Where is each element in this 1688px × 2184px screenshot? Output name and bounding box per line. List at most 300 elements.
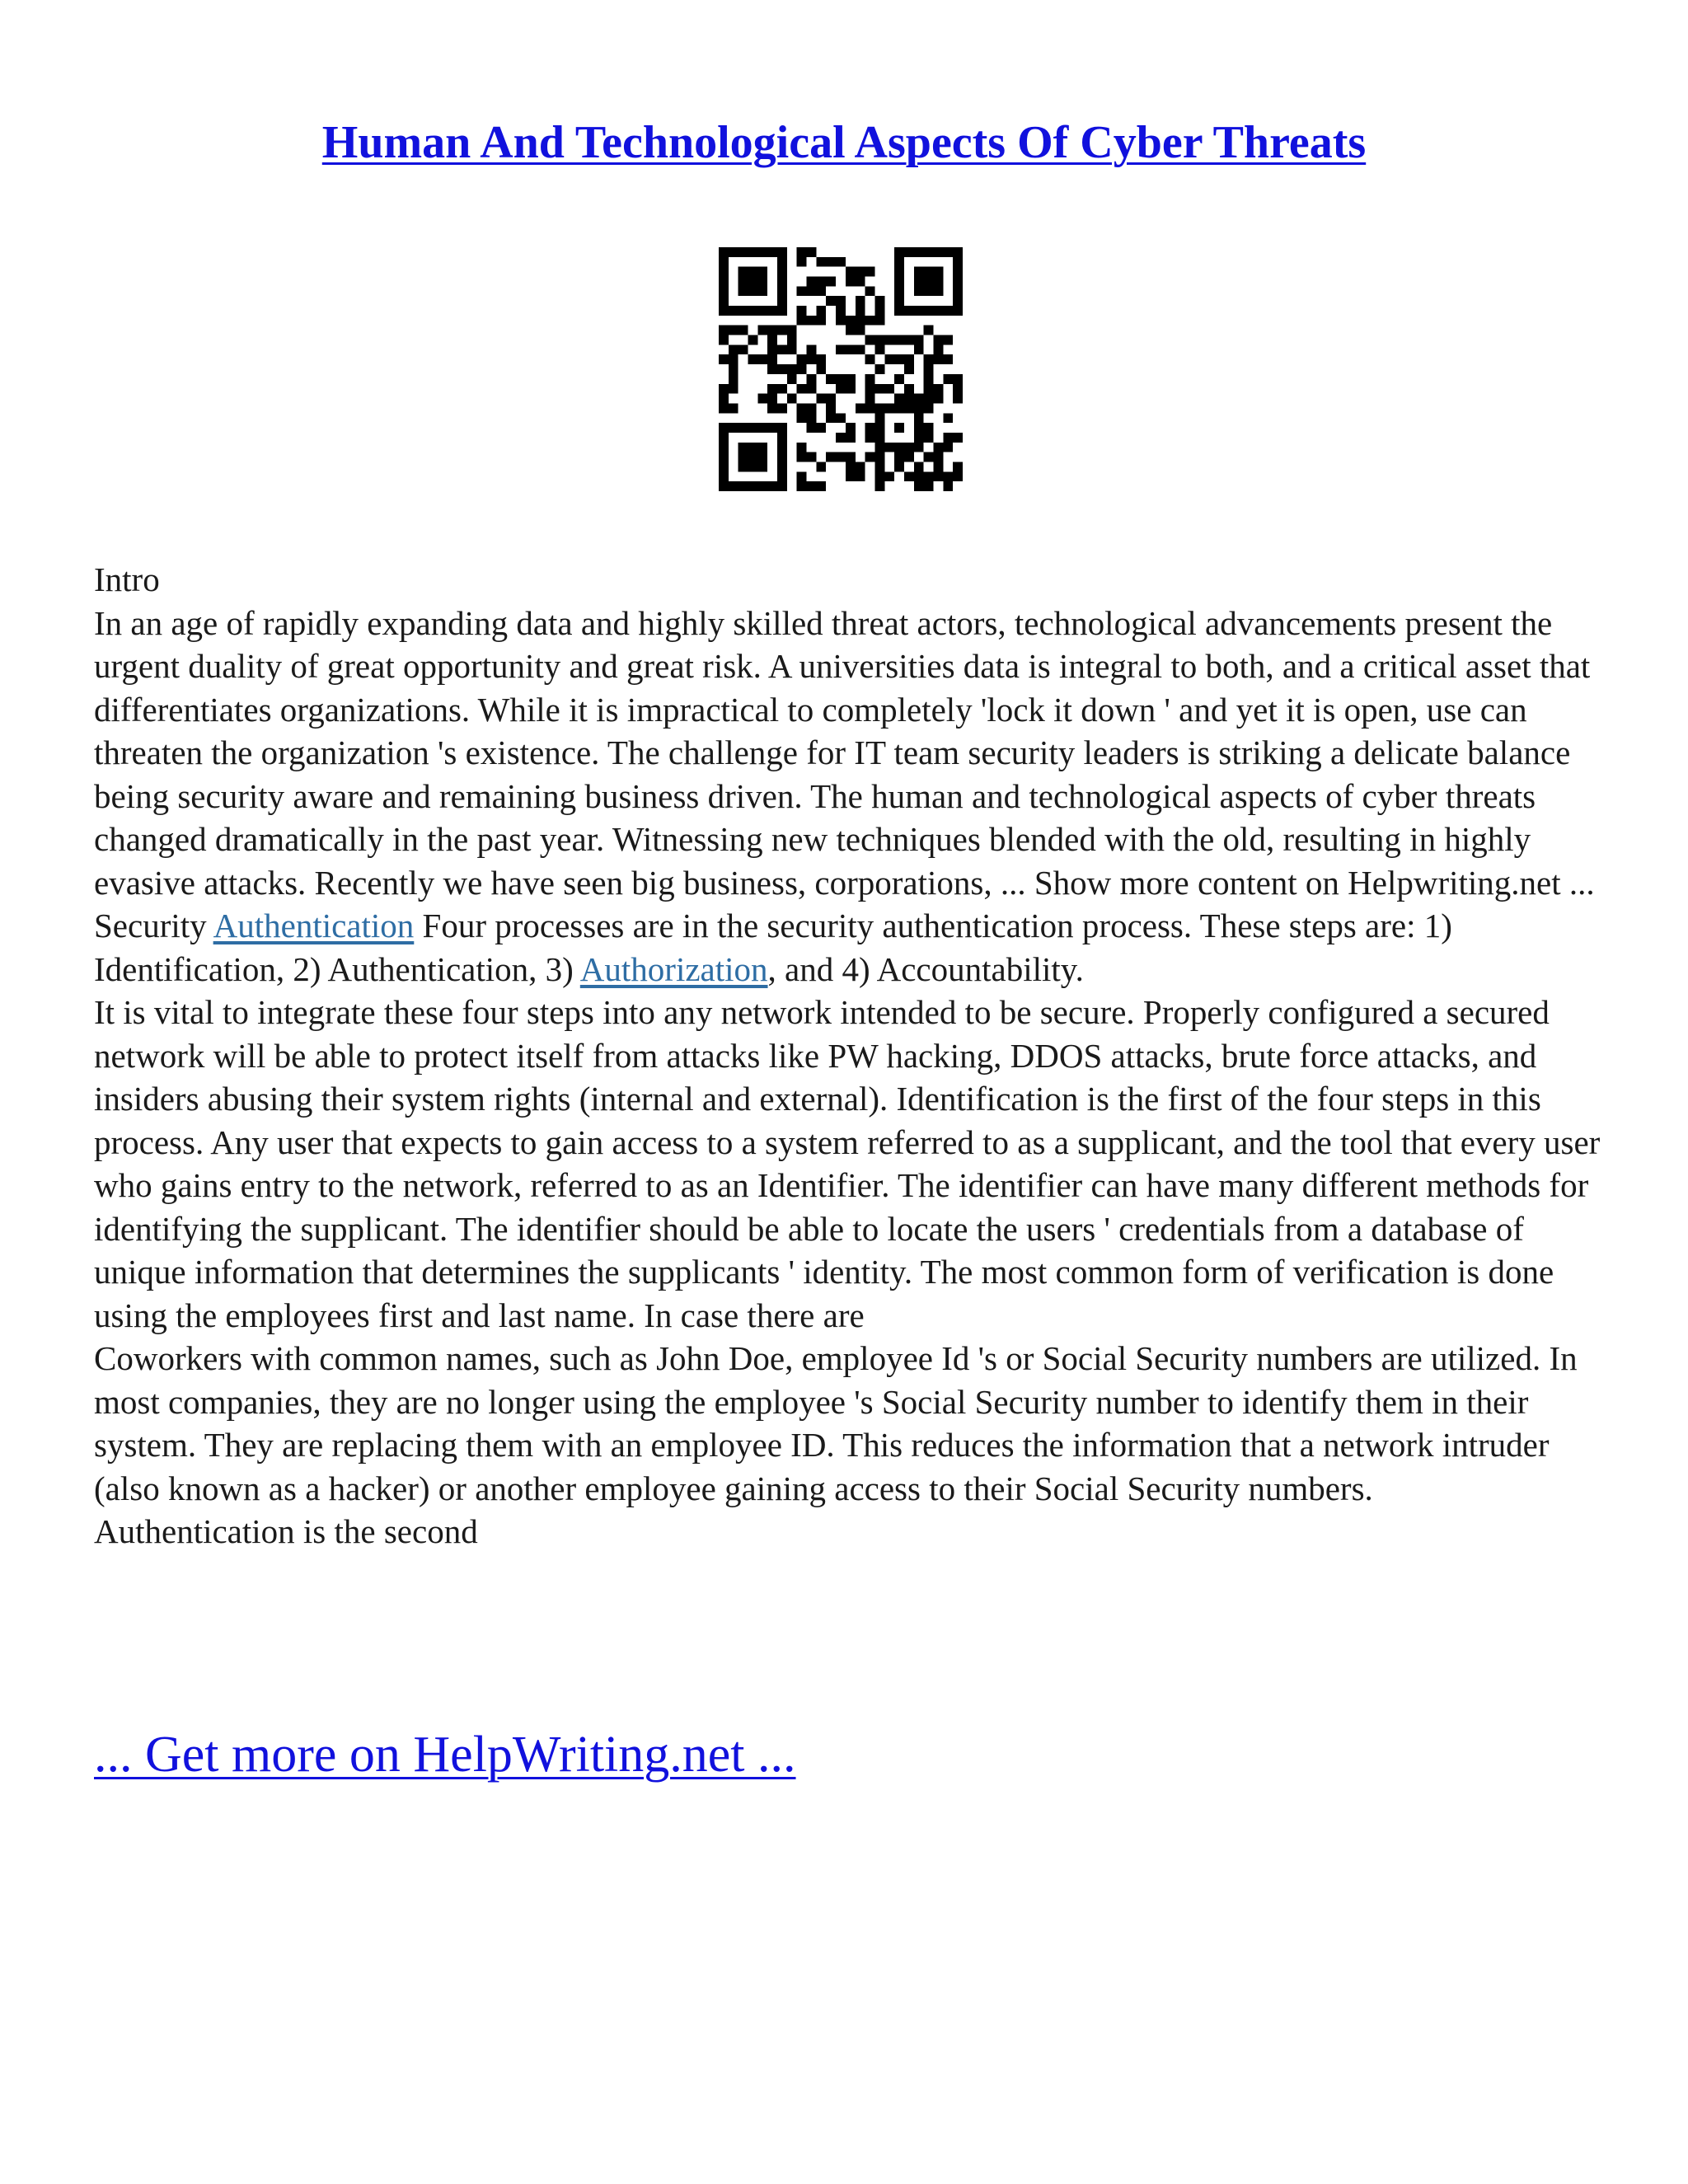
qr-module bbox=[777, 326, 787, 335]
qr-module bbox=[943, 247, 953, 257]
qr-module bbox=[757, 394, 767, 404]
qr-module bbox=[874, 316, 884, 326]
qr-module bbox=[943, 443, 953, 452]
qr-module bbox=[816, 481, 826, 491]
qr-module bbox=[953, 257, 963, 267]
qr-module bbox=[816, 316, 826, 326]
qr-module bbox=[933, 471, 943, 481]
qr-module bbox=[816, 277, 826, 287]
qr-code-icon bbox=[719, 247, 963, 491]
qr-module bbox=[846, 423, 856, 433]
qr-module bbox=[856, 296, 865, 306]
qr-module bbox=[826, 296, 836, 306]
qr-module bbox=[816, 257, 826, 267]
qr-module bbox=[738, 481, 748, 491]
qr-module bbox=[894, 443, 904, 452]
qr-module bbox=[933, 277, 943, 287]
qr-module bbox=[914, 462, 924, 471]
qr-module bbox=[933, 384, 943, 394]
qr-module bbox=[836, 296, 846, 306]
qr-module bbox=[924, 433, 934, 443]
qr-module bbox=[856, 344, 865, 354]
qr-module bbox=[797, 286, 807, 296]
qr-module bbox=[729, 344, 738, 354]
qr-module bbox=[904, 471, 914, 481]
qr-module bbox=[748, 443, 758, 452]
qr-module bbox=[719, 267, 729, 277]
qr-module bbox=[797, 403, 807, 413]
qr-module bbox=[719, 471, 729, 481]
qr-module bbox=[933, 335, 943, 345]
qr-module bbox=[719, 452, 729, 462]
qr-module bbox=[865, 354, 875, 364]
qr-module bbox=[826, 374, 836, 384]
qr-module bbox=[767, 326, 777, 335]
qr-module bbox=[826, 452, 836, 462]
paragraph-text: Security bbox=[94, 907, 213, 944]
qr-module bbox=[807, 316, 817, 326]
qr-module bbox=[914, 344, 924, 354]
qr-module bbox=[738, 462, 748, 471]
qr-module bbox=[719, 481, 729, 491]
qr-module bbox=[777, 423, 787, 433]
qr-module bbox=[738, 326, 748, 335]
qr-module bbox=[748, 267, 758, 277]
qr-module bbox=[777, 296, 787, 306]
qr-module bbox=[924, 326, 934, 335]
qr-module bbox=[777, 306, 787, 316]
qr-module bbox=[729, 306, 738, 316]
qr-module bbox=[729, 354, 738, 364]
qr-module bbox=[933, 394, 943, 404]
qr-module bbox=[914, 394, 924, 404]
qr-module bbox=[856, 316, 865, 326]
qr-module bbox=[777, 433, 787, 443]
qr-module bbox=[856, 471, 865, 481]
qr-module bbox=[816, 394, 826, 404]
qr-module bbox=[914, 443, 924, 452]
qr-module bbox=[757, 354, 767, 364]
qr-module bbox=[894, 257, 904, 267]
qr-module bbox=[933, 247, 943, 257]
qr-module bbox=[777, 277, 787, 287]
qr-module bbox=[777, 462, 787, 471]
intro-paragraph: In an age of rapidly expanding data and highly skilled threat actors, technological advancements present the urgent duality of great opportunity and great risk. A universities data is integral to both, and a critical asset that differentiates organizations. While it is impractical to completely 'lock it down ' and yet it is open, use can threaten the organization 's existence. The challenge for IT team security leaders is striking a delicate balance being security aware and remaining business driven. The human and technological aspects of cyber threats changed dramatically in the past year. Witnessing new techniques blended with the old, resulting in highly evasive attacks. Recently we have seen big business, corporations, ... Show more content on Helpwriting.net ... bbox=[94, 603, 1595, 902]
qr-module bbox=[719, 277, 729, 287]
qr-module bbox=[777, 403, 787, 413]
qr-module bbox=[767, 354, 777, 364]
qr-module bbox=[738, 286, 748, 296]
qr-module bbox=[874, 423, 884, 433]
qr-module bbox=[874, 296, 884, 306]
qr-module bbox=[943, 471, 953, 481]
qr-module bbox=[816, 306, 826, 316]
qr-module bbox=[826, 413, 836, 423]
qr-module bbox=[738, 277, 748, 287]
qr-module bbox=[884, 335, 894, 345]
qr-module bbox=[748, 306, 758, 316]
qr-module bbox=[777, 286, 787, 296]
coworkers-paragraph: Coworkers with common names, such as John Doe, employee Id 's or Social Security numbers are utilized. In most companies, they are no longer using the employee 's Social Security number to identify them in their system. They are replacing them with an employee ID. This reduces the information that a network intruder (also known as a hacker) or another employee gaining access to their Social Security numbers. bbox=[94, 1339, 1578, 1507]
qr-module bbox=[894, 335, 904, 345]
qr-module bbox=[797, 384, 807, 394]
qr-module bbox=[767, 364, 777, 374]
qr-module bbox=[777, 344, 787, 354]
qr-module bbox=[767, 335, 777, 345]
qr-module bbox=[729, 481, 738, 491]
qr-module bbox=[856, 403, 865, 413]
qr-module bbox=[943, 481, 953, 491]
qr-module bbox=[953, 267, 963, 277]
qr-module bbox=[865, 423, 875, 433]
article-body bbox=[94, 558, 1602, 1554]
qr-module bbox=[807, 384, 817, 394]
qr-module bbox=[719, 247, 729, 257]
qr-module bbox=[816, 286, 826, 296]
qr-module bbox=[953, 462, 963, 471]
qr-module bbox=[865, 335, 875, 345]
qr-module bbox=[719, 403, 729, 413]
qr-module bbox=[767, 423, 777, 433]
qr-module bbox=[836, 344, 846, 354]
qr-module bbox=[924, 247, 934, 257]
qr-module bbox=[807, 423, 817, 433]
qr-module bbox=[826, 277, 836, 287]
qr-module bbox=[719, 306, 729, 316]
qr-module bbox=[797, 316, 807, 326]
qr-module bbox=[767, 403, 777, 413]
qr-module bbox=[953, 374, 963, 384]
qr-module bbox=[924, 306, 934, 316]
qr-module bbox=[924, 384, 934, 394]
paragraph-text: , and 4) Accountability. bbox=[767, 949, 1084, 988]
qr-module bbox=[777, 443, 787, 452]
qr-module bbox=[807, 344, 817, 354]
qr-module bbox=[826, 394, 836, 404]
qr-module bbox=[904, 306, 914, 316]
qr-module bbox=[894, 247, 904, 257]
qr-module bbox=[807, 452, 817, 462]
qr-module bbox=[807, 481, 817, 491]
qr-module bbox=[953, 394, 963, 404]
qr-module bbox=[767, 306, 777, 316]
qr-module bbox=[846, 316, 856, 326]
qr-module bbox=[953, 247, 963, 257]
title-link[interactable]: Human And Technological Aspects Of Cyber Threats bbox=[321, 117, 1367, 168]
qr-module bbox=[933, 443, 943, 452]
qr-module bbox=[933, 354, 943, 364]
qr-module bbox=[904, 443, 914, 452]
qr-module bbox=[807, 277, 817, 287]
qr-module bbox=[748, 335, 758, 345]
qr-module bbox=[767, 481, 777, 491]
qr-module bbox=[894, 374, 904, 384]
qr-module bbox=[797, 306, 807, 316]
qr-module bbox=[797, 413, 807, 423]
qr-module bbox=[777, 471, 787, 481]
qr-module bbox=[729, 364, 738, 374]
qr-module bbox=[757, 423, 767, 433]
qr-module bbox=[943, 335, 953, 345]
qr-module bbox=[846, 471, 856, 481]
qr-module bbox=[914, 286, 924, 296]
qr-module bbox=[757, 247, 767, 257]
qr-module bbox=[914, 306, 924, 316]
qr-module bbox=[884, 403, 894, 413]
qr-module bbox=[719, 335, 729, 345]
qr-module bbox=[894, 462, 904, 471]
qr-module bbox=[797, 364, 807, 374]
qr-module bbox=[816, 354, 826, 364]
security-authentication-paragraph bbox=[94, 904, 1602, 991]
qr-module bbox=[914, 471, 924, 481]
qr-module bbox=[719, 384, 729, 394]
qr-module bbox=[884, 443, 894, 452]
qr-module bbox=[797, 354, 807, 364]
qr-module bbox=[719, 257, 729, 267]
qr-module bbox=[807, 286, 817, 296]
qr-module bbox=[924, 374, 934, 384]
qr-module bbox=[719, 423, 729, 433]
qr-module bbox=[904, 394, 914, 404]
qr-module bbox=[924, 354, 934, 364]
qr-module bbox=[719, 394, 729, 404]
qr-module bbox=[787, 364, 797, 374]
qr-module bbox=[748, 452, 758, 462]
qr-module bbox=[719, 443, 729, 452]
qr-module bbox=[816, 462, 826, 471]
authentication-link[interactable]: Authentication bbox=[213, 907, 415, 944]
qr-module bbox=[738, 344, 748, 354]
qr-module bbox=[874, 452, 884, 462]
qr-module bbox=[894, 403, 904, 413]
qr-module bbox=[914, 335, 924, 345]
qr-module bbox=[729, 374, 738, 384]
qr-module bbox=[865, 384, 875, 394]
qr-module bbox=[933, 452, 943, 462]
qr-module bbox=[836, 316, 846, 326]
qr-module bbox=[856, 277, 865, 287]
qr-module bbox=[738, 452, 748, 462]
qr-module bbox=[757, 306, 767, 316]
qr-module bbox=[757, 452, 767, 462]
qr-module bbox=[846, 374, 856, 384]
qr-module bbox=[729, 247, 738, 257]
qr-module bbox=[874, 443, 884, 452]
qr-module bbox=[914, 403, 924, 413]
qr-module bbox=[757, 286, 767, 296]
qr-module bbox=[894, 306, 904, 316]
qr-module bbox=[953, 384, 963, 394]
get-more-link[interactable]: ... Get more on HelpWriting.net ... bbox=[94, 1727, 796, 1783]
qr-module bbox=[836, 374, 846, 384]
qr-module bbox=[894, 296, 904, 306]
qr-module bbox=[924, 286, 934, 296]
qr-module bbox=[865, 316, 875, 326]
qr-module bbox=[904, 452, 914, 462]
qr-module bbox=[856, 462, 865, 471]
qr-module bbox=[874, 481, 884, 491]
qr-module bbox=[943, 433, 953, 443]
authorization-link[interactable]: Authorization bbox=[579, 949, 768, 988]
qr-module bbox=[729, 403, 738, 413]
qr-module bbox=[953, 277, 963, 287]
qr-module bbox=[874, 384, 884, 394]
qr-module bbox=[836, 306, 846, 316]
qr-module bbox=[767, 384, 777, 394]
qr-module bbox=[846, 267, 856, 277]
qr-module bbox=[846, 462, 856, 471]
qr-module bbox=[836, 452, 846, 462]
qr-module bbox=[826, 257, 836, 267]
qr-module bbox=[757, 267, 767, 277]
qr-module bbox=[914, 413, 924, 423]
qr-module bbox=[924, 364, 934, 374]
qr-module bbox=[816, 364, 826, 374]
identification-paragraph: It is vital to integrate these four steps into any network intended to be secure. Properly configured a secured network will be able to protect itself from attacks like PW hacking, DDOS attacks, brute force attacks, and insiders abusing their system rights (internal and external). Identification is the first of the four steps in this process. Any user that expects to gain access to a system referred to as a supplicant, and the tool that every user who gains entry to the network, referred to as an Identifier. The identifier can have many different methods for identifying the supplicant. The identifier should be able to locate the users ' credentials from a database of unique information that determines the supplicants ' identity. The most common form of verification is done using the employees first and last name. In case there are bbox=[94, 993, 1601, 1334]
qr-module bbox=[767, 394, 777, 404]
qr-module bbox=[933, 344, 943, 354]
qr-module bbox=[943, 374, 953, 384]
qr-module bbox=[748, 481, 758, 491]
qr-module bbox=[777, 481, 787, 491]
qr-module bbox=[719, 286, 729, 296]
qr-module bbox=[807, 374, 817, 384]
qr-module bbox=[807, 403, 817, 413]
qr-module bbox=[914, 247, 924, 257]
qr-module bbox=[719, 326, 729, 335]
qr-module bbox=[924, 403, 934, 413]
qr-module bbox=[807, 413, 817, 423]
qr-module bbox=[856, 267, 865, 277]
qr-module bbox=[748, 354, 758, 364]
qr-module bbox=[767, 344, 777, 354]
qr-module bbox=[757, 462, 767, 471]
paragraph-text: Four processes are in the security authentication process. These steps are: 1) Identification, 2) Authentication, 3) bbox=[94, 907, 1452, 988]
authentication-paragraph: Authentication is the second bbox=[94, 1512, 478, 1550]
qr-module bbox=[748, 286, 758, 296]
qr-module bbox=[787, 326, 797, 335]
qr-module bbox=[904, 247, 914, 257]
qr-module bbox=[884, 384, 894, 394]
qr-module bbox=[894, 354, 904, 364]
qr-module bbox=[748, 423, 758, 433]
qr-module bbox=[836, 413, 846, 423]
qr-module bbox=[846, 433, 856, 443]
qr-module bbox=[914, 433, 924, 443]
intro-heading: Intro bbox=[94, 560, 160, 598]
qr-module bbox=[933, 267, 943, 277]
qr-module bbox=[748, 462, 758, 471]
qr-module bbox=[884, 471, 894, 481]
qr-module bbox=[729, 326, 738, 335]
qr-module bbox=[874, 344, 884, 354]
qr-module bbox=[836, 384, 846, 394]
qr-module bbox=[933, 462, 943, 471]
qr-module bbox=[943, 354, 953, 364]
qr-module bbox=[767, 247, 777, 257]
qr-module bbox=[757, 443, 767, 452]
qr-module bbox=[797, 257, 807, 267]
qr-module bbox=[738, 306, 748, 316]
qr-module bbox=[924, 394, 934, 404]
qr-module bbox=[894, 277, 904, 287]
qr-module bbox=[826, 403, 836, 413]
qr-module bbox=[807, 247, 817, 257]
qr-module bbox=[953, 433, 963, 443]
qr-module bbox=[914, 267, 924, 277]
qr-module bbox=[874, 471, 884, 481]
qr-module bbox=[797, 471, 807, 481]
qr-module bbox=[846, 277, 856, 287]
qr-module bbox=[933, 306, 943, 316]
qr-module bbox=[924, 277, 934, 287]
qr-module bbox=[797, 247, 807, 257]
qr-module bbox=[924, 481, 934, 491]
qr-module bbox=[865, 286, 875, 296]
qr-module bbox=[738, 443, 748, 452]
qr-module bbox=[865, 433, 875, 443]
qr-module bbox=[865, 452, 875, 462]
qr-module bbox=[807, 354, 817, 364]
qr-module bbox=[719, 296, 729, 306]
qr-module bbox=[874, 306, 884, 316]
qr-module bbox=[777, 384, 787, 394]
qr-module bbox=[797, 452, 807, 462]
qr-module bbox=[904, 384, 914, 394]
qr-module bbox=[836, 257, 846, 267]
qr-module bbox=[865, 403, 875, 413]
qr-module bbox=[777, 247, 787, 257]
qr-module bbox=[894, 394, 904, 404]
qr-module bbox=[738, 247, 748, 257]
document-title bbox=[0, 115, 1688, 171]
qr-module bbox=[904, 335, 914, 345]
qr-module bbox=[914, 423, 924, 433]
qr-module bbox=[874, 462, 884, 471]
qr-module bbox=[953, 306, 963, 316]
qr-module bbox=[719, 354, 729, 364]
qr-module bbox=[748, 247, 758, 257]
qr-module bbox=[856, 306, 865, 316]
qr-module bbox=[777, 257, 787, 267]
qr-module bbox=[797, 443, 807, 452]
qr-module bbox=[904, 354, 914, 364]
qr-module bbox=[874, 364, 884, 374]
qr-module bbox=[777, 452, 787, 462]
qr-module bbox=[874, 433, 884, 443]
qr-module bbox=[924, 471, 934, 481]
qr-module bbox=[846, 384, 856, 394]
qr-module bbox=[894, 286, 904, 296]
qr-module bbox=[846, 452, 856, 462]
qr-module bbox=[787, 335, 797, 345]
qr-module bbox=[874, 335, 884, 345]
qr-module bbox=[904, 364, 914, 374]
qr-module bbox=[894, 452, 904, 462]
qr-module bbox=[797, 481, 807, 491]
qr-module bbox=[846, 326, 856, 335]
qr-module bbox=[884, 354, 894, 364]
qr-module bbox=[943, 306, 953, 316]
qr-module bbox=[874, 413, 884, 423]
qr-module bbox=[757, 326, 767, 335]
qr-module bbox=[729, 384, 738, 394]
qr-module bbox=[757, 481, 767, 491]
qr-module bbox=[953, 296, 963, 306]
qr-module bbox=[924, 267, 934, 277]
qr-module bbox=[874, 403, 884, 413]
